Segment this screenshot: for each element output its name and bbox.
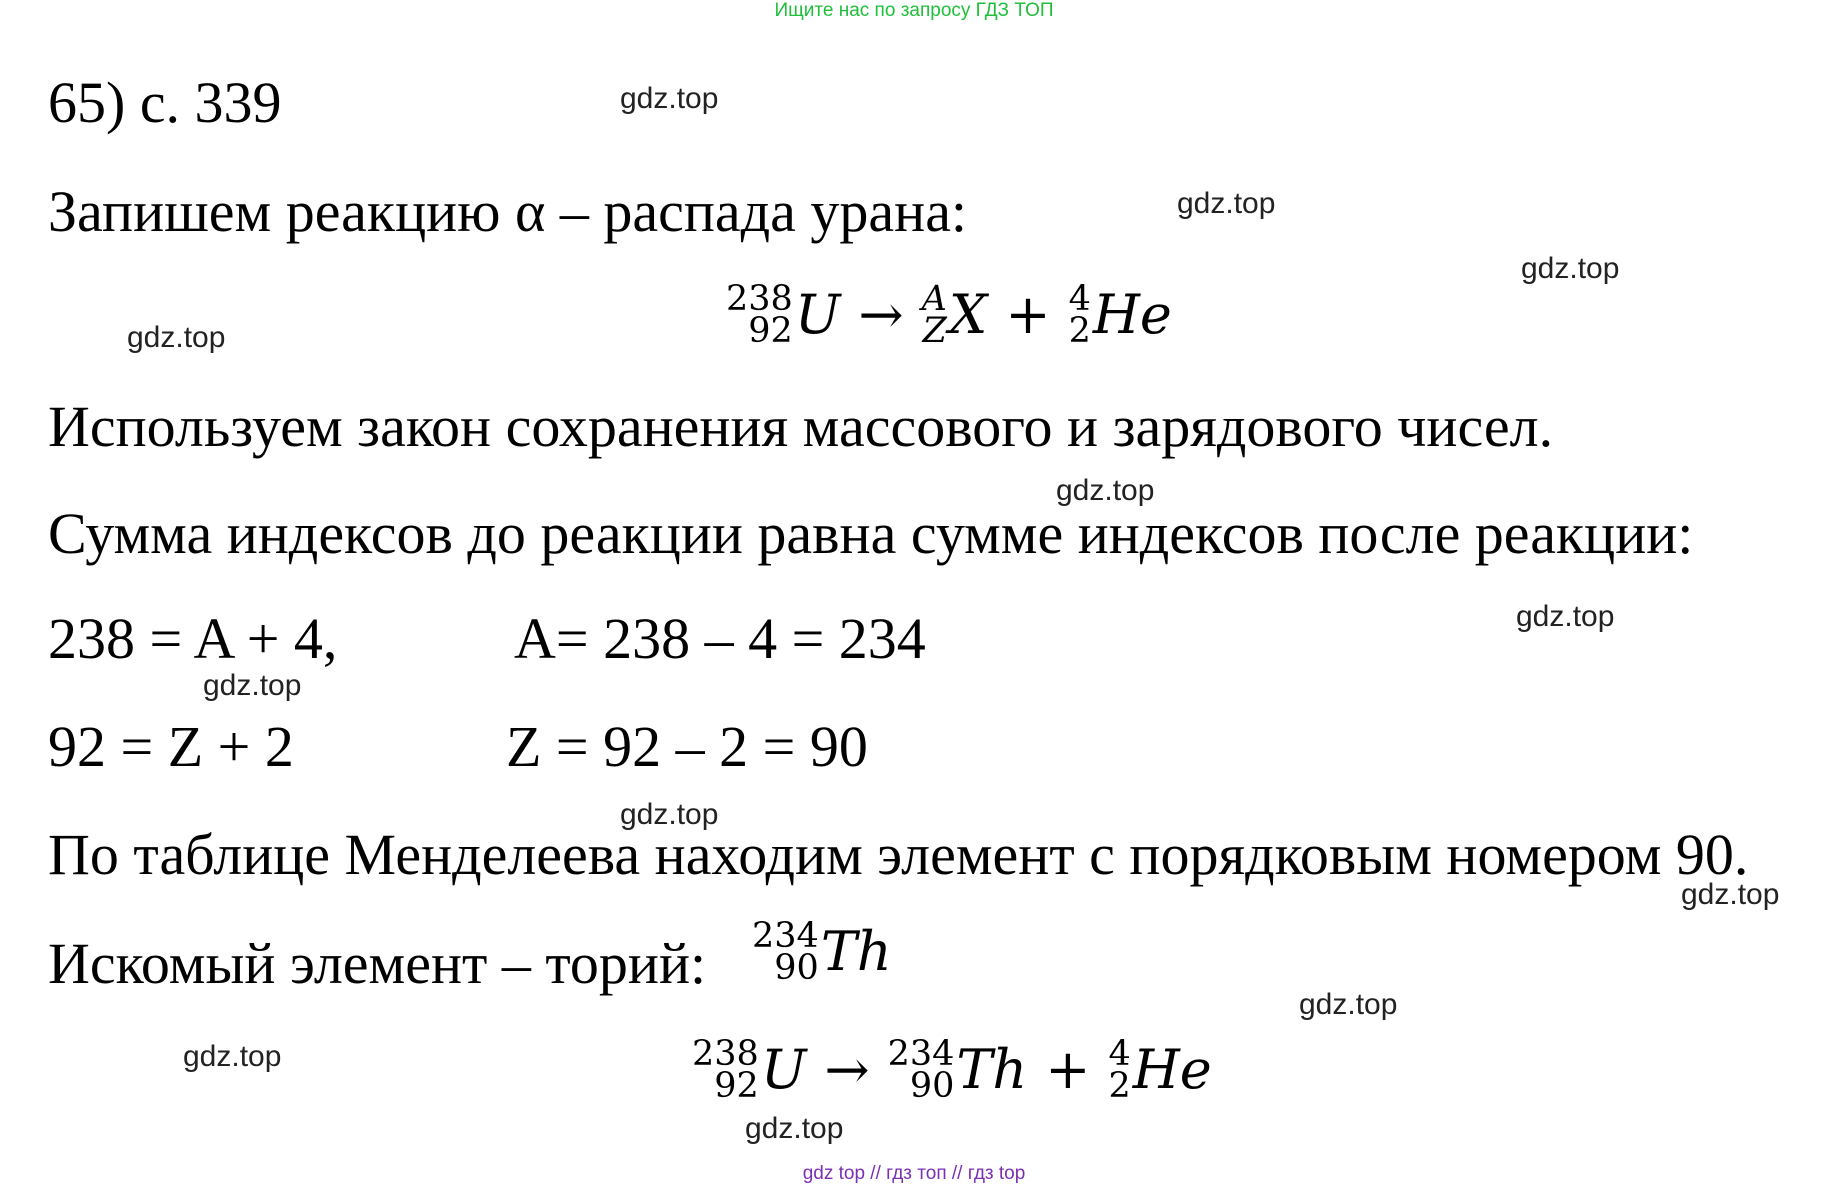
unknown-mass-number: A xyxy=(921,279,947,319)
thorium-symbol-final: Th xyxy=(956,1038,1028,1102)
plus-sign: + xyxy=(1005,283,1051,347)
result-line: Искомый элемент – торий: xyxy=(48,931,707,996)
helium-charge-number-final: 2 xyxy=(1108,1066,1131,1107)
thorium-mass-number-final: 234 xyxy=(887,1034,955,1074)
thorium-nuclide xyxy=(752,916,892,989)
thorium-symbol: Th xyxy=(820,920,892,984)
uranium-symbol-final: U xyxy=(760,1038,807,1102)
index-sum-line: Сумма индексов до реакции равна сумме индексов после реакции: xyxy=(48,501,1694,566)
uranium-indices xyxy=(726,279,793,352)
watermark: gdz.top xyxy=(1681,878,1780,911)
charge-solution: Z = 92 – 2 = 90 xyxy=(506,714,868,779)
bottom-banner: gdz top // гдз топ // гдз top xyxy=(802,1163,1026,1184)
watermark: gdz.top xyxy=(127,321,226,354)
watermark: gdz.top xyxy=(1521,252,1620,285)
uranium-mass-number-final: 238 xyxy=(692,1034,759,1074)
charge-equation: 92 = Z + 2 xyxy=(48,714,294,779)
helium-mass-number-final: 4 xyxy=(1108,1034,1131,1074)
thorium-mass-number: 234 xyxy=(752,916,819,956)
unknown-nuclide xyxy=(921,279,988,352)
intro-line: Запишем реакцию α – распада урана: xyxy=(48,179,968,244)
helium-symbol: He xyxy=(1092,283,1172,347)
uranium-symbol: U xyxy=(794,283,841,347)
watermark: gdz.top xyxy=(1299,988,1398,1021)
decay-equation-general xyxy=(726,279,1172,352)
watermark: gdz.top xyxy=(1056,474,1155,507)
helium-indices xyxy=(1068,279,1091,352)
watermark: gdz.top xyxy=(620,82,719,115)
helium-nuclide xyxy=(1068,279,1172,352)
watermark: gdz.top xyxy=(203,669,302,702)
thorium-nuclide-inline xyxy=(752,916,892,989)
uranium-charge-number-final: 92 xyxy=(714,1066,759,1107)
watermark: gdz.top xyxy=(620,798,719,831)
thorium-charge-number-final: 90 xyxy=(909,1066,955,1107)
unknown-indices xyxy=(921,279,947,352)
helium-charge-number: 2 xyxy=(1068,311,1091,352)
helium-mass-number: 4 xyxy=(1068,279,1091,319)
watermark: gdz.top xyxy=(183,1040,282,1073)
unknown-symbol: X xyxy=(948,283,988,347)
reaction-arrow: → xyxy=(858,283,904,347)
top-banner: Ищите нас по запросу ГДЗ ТОП xyxy=(774,0,1054,21)
conservation-law-line: Используем закон сохранения массового и зарядового чисел. xyxy=(48,394,1554,459)
uranium-indices-final xyxy=(692,1034,759,1107)
periodic-table-line: По таблице Менделеева находим элемент с порядковым номером 90. xyxy=(48,822,1749,887)
decay-equation-final xyxy=(692,1034,1212,1107)
thorium-indices xyxy=(752,916,819,989)
thorium-indices-final xyxy=(887,1034,955,1107)
helium-symbol-final: He xyxy=(1132,1038,1212,1102)
plus-sign-final: + xyxy=(1045,1038,1091,1102)
thorium-charge-number: 90 xyxy=(774,948,819,989)
watermark: gdz.top xyxy=(1516,600,1615,633)
uranium-nuclide-final xyxy=(692,1034,807,1107)
reaction-arrow-final: → xyxy=(824,1038,870,1102)
watermark: gdz.top xyxy=(745,1112,844,1145)
thorium-nuclide-final xyxy=(887,1034,1028,1107)
mass-solution: A= 238 – 4 = 234 xyxy=(514,606,926,671)
mass-equation: 238 = A + 4, xyxy=(48,606,338,671)
uranium-charge-number: 92 xyxy=(748,311,793,352)
unknown-charge-number: Z xyxy=(922,311,947,352)
helium-indices-final xyxy=(1108,1034,1131,1107)
watermark: gdz.top xyxy=(1177,187,1276,220)
problem-heading: 65) с. 339 xyxy=(48,70,282,135)
uranium-nuclide xyxy=(726,279,841,352)
helium-nuclide-final xyxy=(1108,1034,1212,1107)
uranium-mass-number: 238 xyxy=(726,279,793,319)
